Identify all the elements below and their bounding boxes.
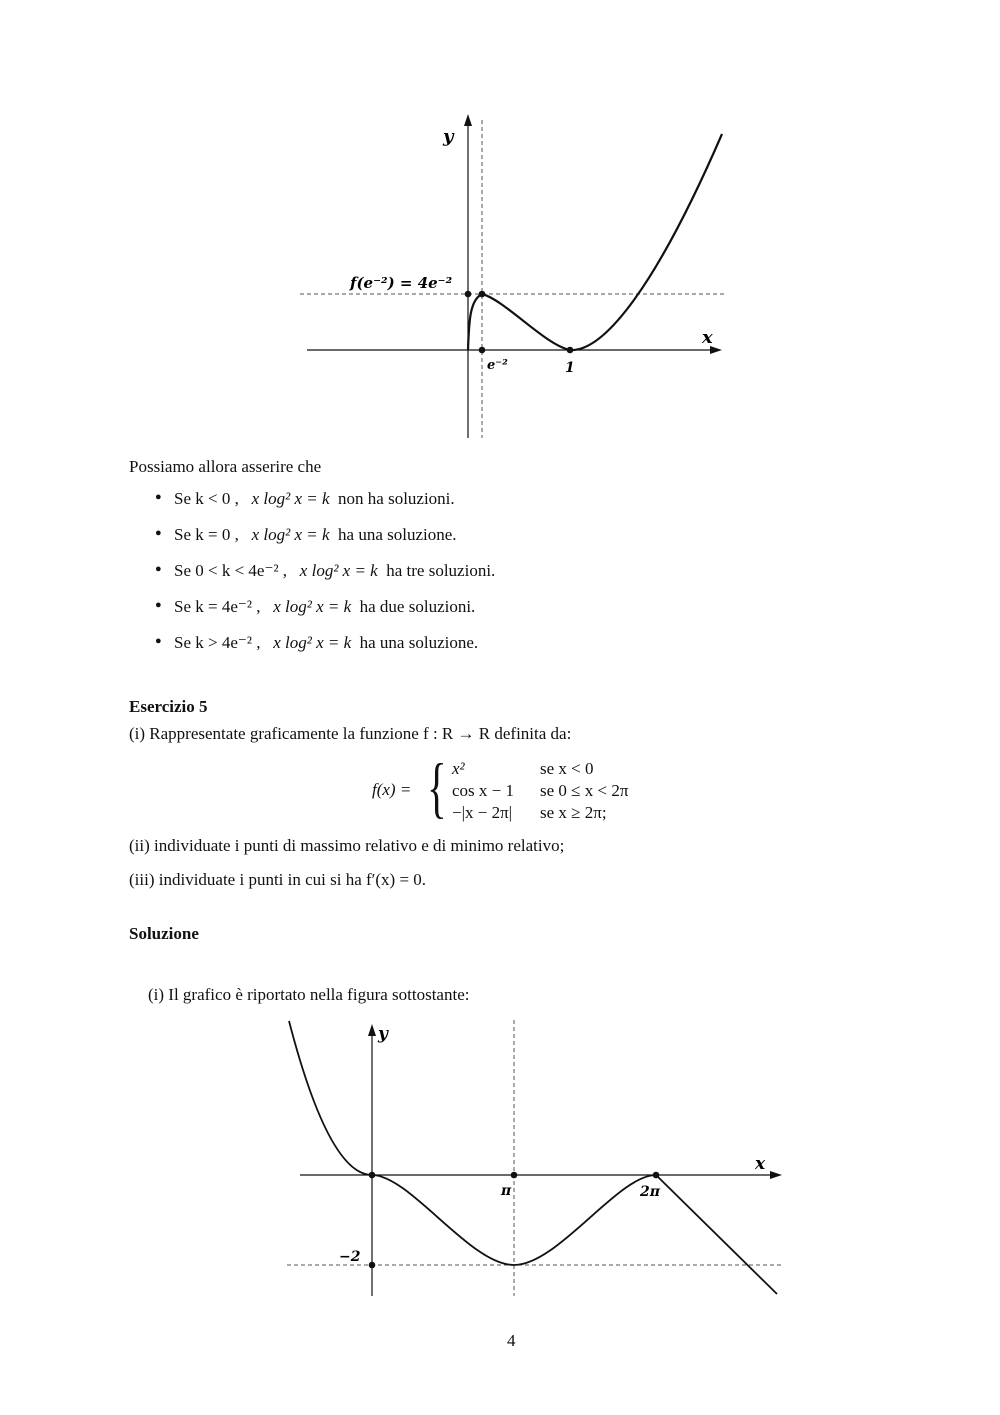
case-condition: Se 0 < k < 4e⁻² , xyxy=(174,561,288,580)
tick-label-e-minus2: e⁻² xyxy=(487,358,508,373)
e-minus2-point xyxy=(479,347,486,354)
piece-cond: se 0 ≤ x < 2π xyxy=(540,781,629,800)
piece-expr: cos x − 1 xyxy=(452,781,514,800)
function-curve xyxy=(468,134,722,350)
case-equation: x log² x = k xyxy=(251,525,330,544)
parabola-branch xyxy=(289,1021,372,1175)
case-item xyxy=(174,633,478,653)
x-axis-label: x xyxy=(702,327,713,348)
y-axis-label: y xyxy=(378,1024,388,1044)
y-axis-arrow xyxy=(464,114,472,126)
exercise-title: Esercizio 5 xyxy=(129,697,208,716)
x-axis-label: x xyxy=(755,1154,766,1174)
piecewise-brace: { xyxy=(427,749,447,825)
case-result: non ha soluzioni. xyxy=(338,489,455,508)
case-equation: x log² x = k xyxy=(299,561,378,580)
max-value-label: f(e⁻²) = 4e⁻² xyxy=(350,274,453,292)
case-result: ha due soluzioni. xyxy=(359,597,476,616)
case-condition: Se k > 4e⁻² , xyxy=(174,633,261,652)
piece-expr: −|x − 2π| xyxy=(452,803,513,822)
piece-expr: x² xyxy=(452,759,465,778)
solution-item-1: (i) Il grafico è riportato nella figura sottostante: xyxy=(148,985,470,1004)
pi-point xyxy=(511,1172,518,1179)
tick-label-minus2: −2 xyxy=(339,1249,361,1265)
tick-label-pi: π xyxy=(501,1183,512,1199)
minus2-point xyxy=(369,1262,376,1269)
two-pi-point xyxy=(653,1172,660,1179)
page-number: 4 xyxy=(507,1331,516,1350)
case-item xyxy=(174,597,475,617)
graph-x-log2-x xyxy=(0,0,1000,450)
case-item xyxy=(174,525,457,545)
case-result: ha una soluzione. xyxy=(359,633,479,652)
bullet: ● xyxy=(155,563,162,575)
case-condition: Se k < 0 , xyxy=(174,489,239,508)
exercise-part-1: (i) Rappresentate graficamente la funzione f : R → R definita da: xyxy=(129,724,572,743)
graph-piecewise-function xyxy=(0,1010,1000,1310)
case-condition: Se k = 0 , xyxy=(174,525,239,544)
bullet: ● xyxy=(155,599,162,611)
origin-point xyxy=(369,1172,376,1179)
case-condition: Se k = 4e⁻² , xyxy=(174,597,261,616)
exercise-part-2: (ii) individuate i punti di massimo relativo e di minimo relativo; xyxy=(129,836,565,855)
piece-cond: se x < 0 xyxy=(540,759,594,778)
max-point xyxy=(479,291,486,298)
tick-label-1: 1 xyxy=(565,360,575,376)
case-equation: x log² x = k xyxy=(273,633,352,652)
linear-branch xyxy=(656,1175,777,1294)
tick-label-2pi: 2π xyxy=(640,1184,660,1200)
piece-cond: se x ≥ 2π; xyxy=(540,803,607,822)
y-axis-label: y xyxy=(443,126,454,147)
case-item xyxy=(174,561,495,581)
y-axis-arrow xyxy=(368,1024,376,1036)
bullet: ● xyxy=(155,491,162,503)
case-result: ha tre soluzioni. xyxy=(386,561,496,580)
point-one xyxy=(567,347,574,354)
exercise-part-3: (iii) individuate i punti in cui si ha f′(x) = 0. xyxy=(129,870,427,889)
x-axis-arrow xyxy=(770,1171,782,1179)
case-result: ha una soluzione. xyxy=(338,525,457,544)
piecewise-lhs: f(x) = xyxy=(372,780,412,799)
case-item xyxy=(174,489,455,509)
y-axis-max-point xyxy=(465,291,472,298)
bullet: ● xyxy=(155,635,162,647)
case-equation: x log² x = k xyxy=(273,597,352,616)
bullet: ● xyxy=(155,527,162,539)
case-equation: x log² x = k xyxy=(251,489,330,508)
intro-text: Possiamo allora asserire che xyxy=(129,457,322,476)
solution-title: Soluzione xyxy=(129,924,199,943)
